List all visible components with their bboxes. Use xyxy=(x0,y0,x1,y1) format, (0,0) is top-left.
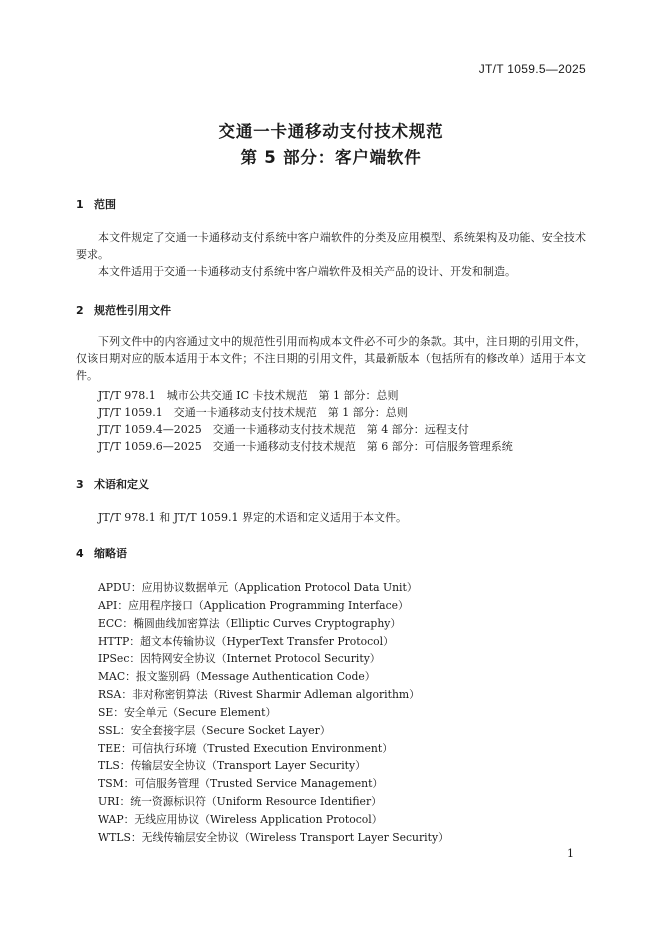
section-heading-abbreviations xyxy=(76,545,127,561)
paragraph: 本文件适用于交通一卡通移动支付系统中客户端软件及相关产品的设计、开发和制造。 xyxy=(98,265,516,278)
page-number: 1 xyxy=(567,847,574,860)
section-number: 1 xyxy=(76,198,84,211)
section-title: 规范性引用文件 xyxy=(94,304,171,317)
section-heading-normative-references xyxy=(76,302,171,318)
section-heading-scope xyxy=(76,196,116,212)
document-title: 交通一卡通移动支付技术规范 xyxy=(218,122,444,141)
reference-item: JT/T 1059.1 交通一卡通移动支付技术规范 第 1 部分：总则 xyxy=(98,406,408,419)
section-title: 范围 xyxy=(94,198,116,211)
abbreviation-item: URI：统一资源标识符（Uniform Resource Identifier） xyxy=(98,795,382,809)
abbreviation-item: TLS：传输层安全协议（Transport Layer Security） xyxy=(98,759,366,773)
abbreviation-item: APDU：应用协议数据单元（Application Protocol Data Unit） xyxy=(98,581,418,594)
paragraph: JT/T 978.1 和 JT/T 1059.1 界定的术语和定义适用于本文件。 xyxy=(98,511,408,524)
document-subtitle: 第 5 部分：客户端软件 xyxy=(240,148,422,167)
abbreviation-item: WTLS：无线传输层安全协议（Wireless Transport Layer Security） xyxy=(98,830,449,844)
abbreviation-item: TEE：可信执行环境（Trusted Execution Environment） xyxy=(98,741,394,755)
abbreviation-item: IPSec：因特网安全协议（Internet Protocol Security） xyxy=(98,652,381,666)
abbreviation-item: API：应用程序接口（Application Programming Interface） xyxy=(98,598,409,612)
section-number: 4 xyxy=(76,547,84,560)
abbreviation-list xyxy=(98,579,449,847)
abbreviation-item: SSL：安全套接字层（Secure Socket Layer） xyxy=(98,723,331,737)
reference-item: JT/T 1059.4—2025 交通一卡通移动支付技术规范 第 4 部分：远程支付 xyxy=(98,423,469,436)
abbreviation-item: SE：安全单元（Secure Element） xyxy=(98,705,277,719)
paragraph: 下列文件中的内容通过文中的规范性引用而构成本文件必不可少的条款。其中，注日期的引用文件，仅该日期对应的版本适用于本文件；不注日期的引用文件，其最新版本（包括所有的修改单）适用于本文件。 xyxy=(76,335,586,382)
abbreviation-item: ECC：椭圆曲线加密算法（Elliptic Curves Cryptography） xyxy=(98,616,402,630)
reference-item: JT/T 1059.6—2025 交通一卡通移动支付技术规范 第 6 部分：可信服务管理系统 xyxy=(98,440,513,453)
abbreviation-item: WAP：无线应用协议（Wireless Application Protocol） xyxy=(98,812,383,826)
paragraph: 本文件规定了交通一卡通移动支付系统中客户端软件的分类及应用模型、系统架构及功能、安全技术要求。 xyxy=(76,231,586,261)
abbreviation-item: HTTP：超文本传输协议（HyperText Transfer Protocol） xyxy=(98,634,394,648)
section-number: 2 xyxy=(76,304,84,317)
section-title: 术语和定义 xyxy=(94,478,149,491)
document-code: JT/T 1059.5—2025 xyxy=(478,62,586,76)
reference-item: JT/T 978.1 城市公共交通 IC 卡技术规范 第 1 部分：总则 xyxy=(98,389,399,402)
section-number: 3 xyxy=(76,478,84,491)
abbreviation-item: TSM：可信服务管理（Trusted Service Management） xyxy=(98,777,384,791)
section-heading-terms xyxy=(76,476,149,492)
section-title: 缩略语 xyxy=(94,547,127,560)
abbreviation-item: RSA：非对称密钥算法（Rivest Sharmir Adleman algorithm） xyxy=(98,688,420,702)
abbreviation-item: MAC：报文鉴别码（Message Authentication Code） xyxy=(98,670,376,684)
